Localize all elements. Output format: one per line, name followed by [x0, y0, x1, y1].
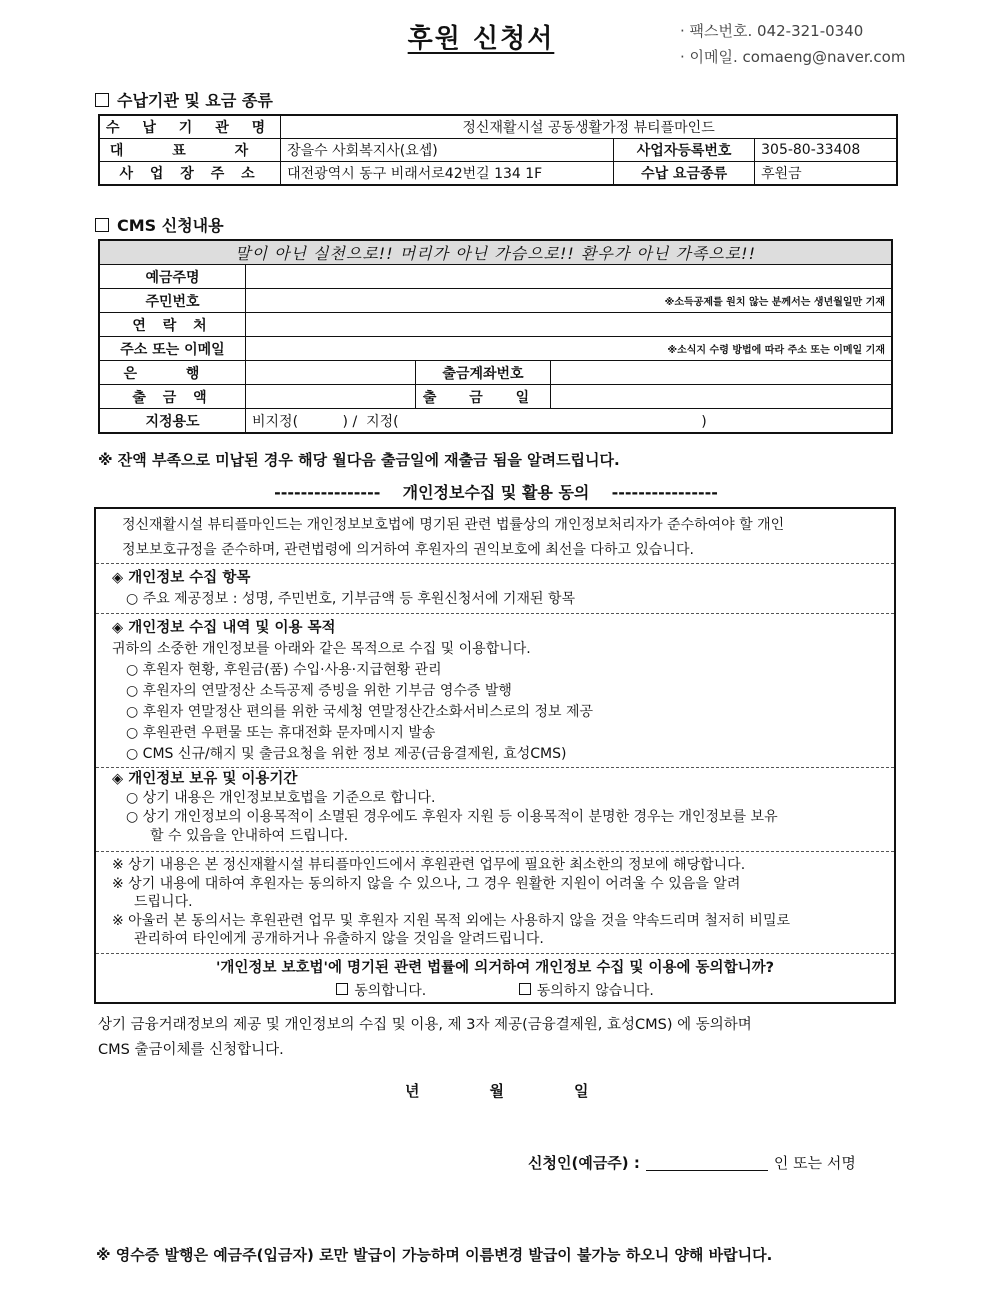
page-title: 후원 신청서 — [407, 24, 555, 54]
checkbox-icon — [95, 218, 109, 232]
date-label: 출 금 일 — [416, 385, 551, 409]
account-field[interactable] — [551, 361, 893, 385]
fee-label: 수납 요금종류 — [614, 162, 755, 186]
rrn-field[interactable]: ※소득공제를 원치 않는 분께서는 생년월일만 기재 — [246, 289, 893, 313]
privacy-purpose-section: ◈ 개인정보 수집 내역 및 이용 목적 귀하의 소중한 개인정보를 아래와 같은 목적으로 수집 및 이용합니다. ○ 후원자 현황, 후원금(품) 수입·사용·지급현황 관리 ○ 후원자의 연말정산 소득공제 증빙을 위한 기부금 영수증 발행 ○ 후원자 연말정산 편의를 위한 국세청 연말정산간소화서비스로의 정보 제공 ○ 후원관련 우편물 또는 휴대전화 문자메시지 발송 ○ CMS 신규/해지 및 출금요청을 위한 정보 제공(금융결제원, 효성CMS) — [96, 613, 894, 770]
signature-line — [528, 1152, 856, 1173]
consent-paragraph: 상기 금융거래정보의 제공 및 개인정보의 수집 및 이용, 제 3자 제공(금융결제원, 효성CMS) 에 동의하며 CMS 출금이체를 신청합니다. — [98, 1017, 752, 1058]
account-label: 출금계좌번호 — [416, 361, 551, 385]
disagree-option[interactable]: 동의하지 않습니다. — [519, 983, 654, 999]
receipt-notice: ※ 영수증 발행은 예금주(입금자) 로만 발급이 가능하며 이름변경 발급이 불가능 하오니 양해 바랍니다. — [96, 1246, 773, 1264]
bizno-label: 사업자등록번호 — [614, 139, 755, 162]
institution-table — [98, 114, 898, 186]
privacy-notice-section: ※ 상기 내용은 본 정신재활시설 뷰티플마인드에서 후원관련 업무에 필요한 최소한의 정보에 해당합니다. ※ 상기 내용에 대하여 후원자는 동의하지 않을 수 있으나, 그 경우 원활한 지원이 어려울 수 있음을 알려 드립니다. ※ 아울러 본 동의서는 후원관련 업무 및 후원자 지원 목적 외에는 사용하지 않을 것을 약속드리며 철저히 비밀로 관리하여 타인에게 공개하거나 유출하지 않을 것임을 알려드립니다. — [96, 851, 894, 956]
bank-field[interactable] — [246, 361, 416, 385]
contact-label: 연 락 처 — [99, 313, 246, 337]
privacy-question-section — [96, 953, 894, 1008]
signature-label: 신청인(예금주) : — [528, 1154, 640, 1172]
rep-label: 대 표 자 — [99, 139, 281, 162]
checkbox-icon — [95, 93, 109, 107]
date-field[interactable] — [551, 385, 893, 409]
month-label: 월 — [489, 1082, 504, 1100]
contact-info — [680, 18, 905, 70]
privacy-intro: 정신재활시설 뷰티플마인드는 개인정보보호법에 명기된 관련 법률상의 개인정보처리자가 준수하여야 할 개인 정보보호규정을 준수하며, 관련법령에 의거하여 후원자의 권익보호에 최선을 다하고 있습니다. — [122, 517, 785, 558]
privacy-consent-box — [94, 507, 896, 1004]
signature-suffix: 인 또는 서명 — [773, 1154, 856, 1172]
signature-field[interactable] — [646, 1152, 768, 1171]
day-label: 일 — [574, 1082, 589, 1100]
privacy-items-section: ◈ 개인정보 수집 항목 ○ 주요 제공정보 : 성명, 주민번호, 기부금액 등 후원신청서에 기재된 항목 — [96, 563, 894, 616]
checkbox-icon[interactable] — [336, 983, 348, 995]
addr-email-field[interactable]: ※소식지 수령 방법에 따라 주소 또는 이메일 기재 — [246, 337, 893, 361]
org-value: 정신재활시설 공동생활가정 뷰티플마인드 — [281, 115, 897, 139]
privacy-question: '개인정보 보호법'에 명기된 관련 법률에 의거하여 개인정보 수집 및 이용에 동의합니까? — [215, 960, 774, 976]
bizno-value: 305-80-33408 — [755, 139, 897, 162]
section-heading-institution: 수납기관 및 요금 종류 — [95, 88, 273, 111]
fee-value: 후원금 — [755, 162, 897, 186]
privacy-retention-section: ◈ 개인정보 보유 및 이용기간 ○ 상기 내용은 개인정보보호법을 기준으로 합니다. ○ 상기 개인정보의 이용목적이 소멸된 경우에도 후원자 지원 등 이용목적이 분명한 경우는 개인정보를 보유 할 수 있음을 안내하여 드립니다. — [96, 767, 894, 852]
org-label: 수 납 기 관 명 — [99, 115, 281, 139]
insufficient-balance-warning: ※ 잔액 부족으로 미납된 경우 해당 월다음 출금일에 재출금 됨을 알려드립니다. — [98, 451, 620, 469]
contact-field[interactable] — [246, 313, 893, 337]
email-address: · 이메일. comaeng@naver.com — [680, 48, 906, 66]
rrn-label: 주민번호 — [99, 289, 246, 313]
rep-value: 장을수 사회복지사(요셉) — [281, 139, 614, 162]
bank-label: 은 행 — [99, 361, 246, 385]
depositor-label: 예금주명 — [99, 265, 246, 289]
application-date — [405, 1080, 659, 1101]
section-heading-cms: CMS 신청내용 — [95, 213, 224, 236]
slogan: 말이 아닌 실천으로!! 머리가 아닌 가슴으로!! 환우가 아닌 가족으로!! — [99, 240, 892, 265]
amount-label: 출 금 액 — [99, 385, 246, 409]
fax-number: · 팩스번호. 042-321-0340 — [680, 22, 864, 40]
addr-email-label: 주소 또는 이메일 — [99, 337, 246, 361]
privacy-title: ---------------- 개인정보수집 및 활용 동의 ---------------- — [274, 483, 718, 502]
year-label: 년 — [405, 1082, 420, 1100]
depositor-field[interactable] — [246, 265, 893, 289]
checkbox-icon[interactable] — [519, 983, 531, 995]
purpose-label: 지정용도 — [99, 409, 246, 434]
cms-table — [98, 239, 893, 434]
amount-field[interactable] — [246, 385, 416, 409]
agree-option[interactable]: 동의합니다. — [336, 983, 426, 999]
purpose-field[interactable]: 비지정( ) / 지정( ) — [246, 409, 893, 434]
addr-value: 대전광역시 동구 비래서로42번길 134 1F — [281, 162, 614, 186]
addr-label: 사 업 장 주 소 — [99, 162, 281, 186]
